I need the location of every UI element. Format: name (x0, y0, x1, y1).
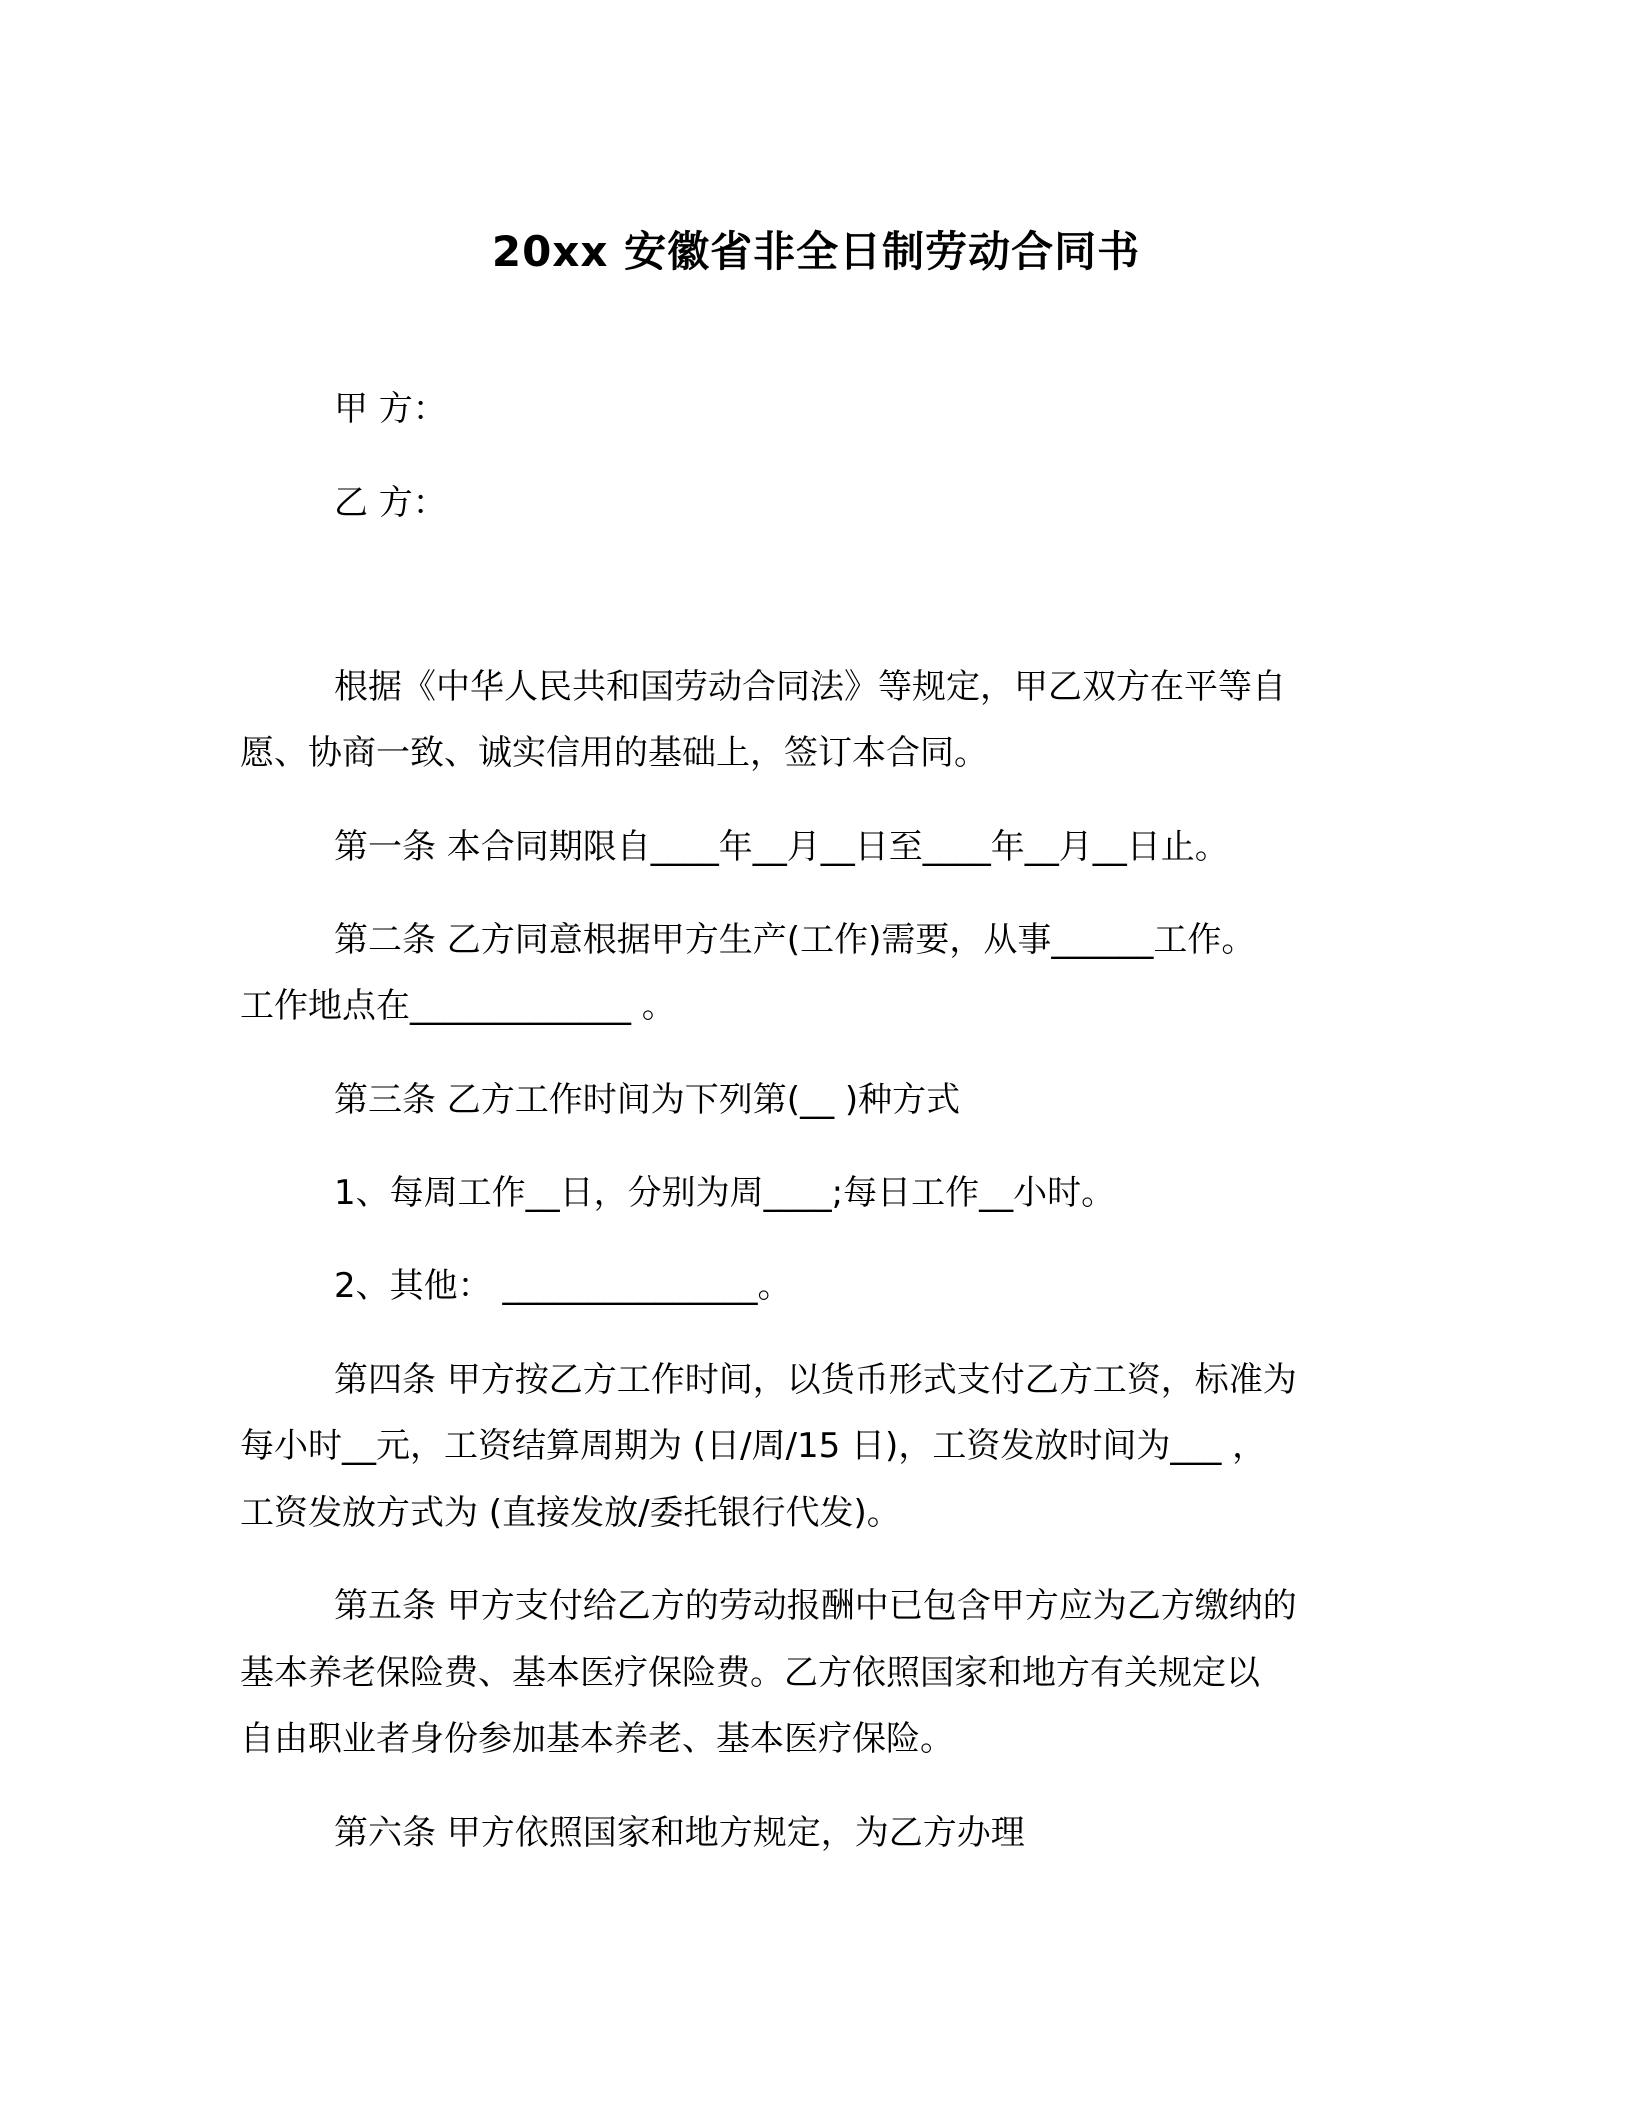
article-3-option-2: 2、其他： _______________。 (334, 1266, 792, 1306)
article-4-line-3: 工资发放方式为 (直接发放/委托银行代发)。 (240, 1493, 901, 1533)
preamble-line-1: 根据《中华人民共和国劳动合同法》等规定，甲乙双方在平等自 (334, 667, 1286, 707)
article-5-line-2: 基本养老保险费、基本医疗保险费。乙方依照国家和地方有关规定以 (240, 1653, 1260, 1693)
preamble-line-2: 愿、协商一致、诚实信用的基础上，签订本合同。 (240, 733, 988, 773)
article-5-line-3: 自由职业者身份参加基本养老、基本医疗保险。 (240, 1719, 954, 1759)
article-1-line-1: 第一条 本合同期限自____年__月__日至____年__月__日止。 (334, 827, 1229, 867)
article-2-line-2: 工作地点在_____________ 。 (240, 986, 676, 1026)
article-3-option-1: 1、每周工作__日，分别为周____;每日工作__小时。 (334, 1173, 1116, 1213)
article-4-line-1: 第四条 甲方按乙方工作时间，以货币形式支付乙方工资，标准为 (334, 1360, 1297, 1400)
article-4-line-2: 每小时__元，工资结算周期为 (日/周/15 日)，工资发放时间为___ ， (240, 1426, 1267, 1466)
article-5-line-1: 第五条 甲方支付给乙方的劳动报酬中已包含甲方应为乙方缴纳的 (334, 1586, 1297, 1626)
article-3-line-1: 第三条 乙方工作时间为下列第(__ )种方式 (334, 1080, 961, 1120)
article-2-line-1: 第二条 乙方同意根据甲方生产(工作)需要，从事______工作。 (334, 920, 1256, 960)
party-a-label: 甲 方： (334, 389, 447, 429)
party-b-label: 乙 方： (334, 483, 447, 523)
document-title: 20xx 安徽省非全日制劳动合同书 (491, 227, 1141, 276)
article-6-line-1: 第六条 甲方依照国家和地方规定，为乙方办理 (334, 1813, 1025, 1853)
